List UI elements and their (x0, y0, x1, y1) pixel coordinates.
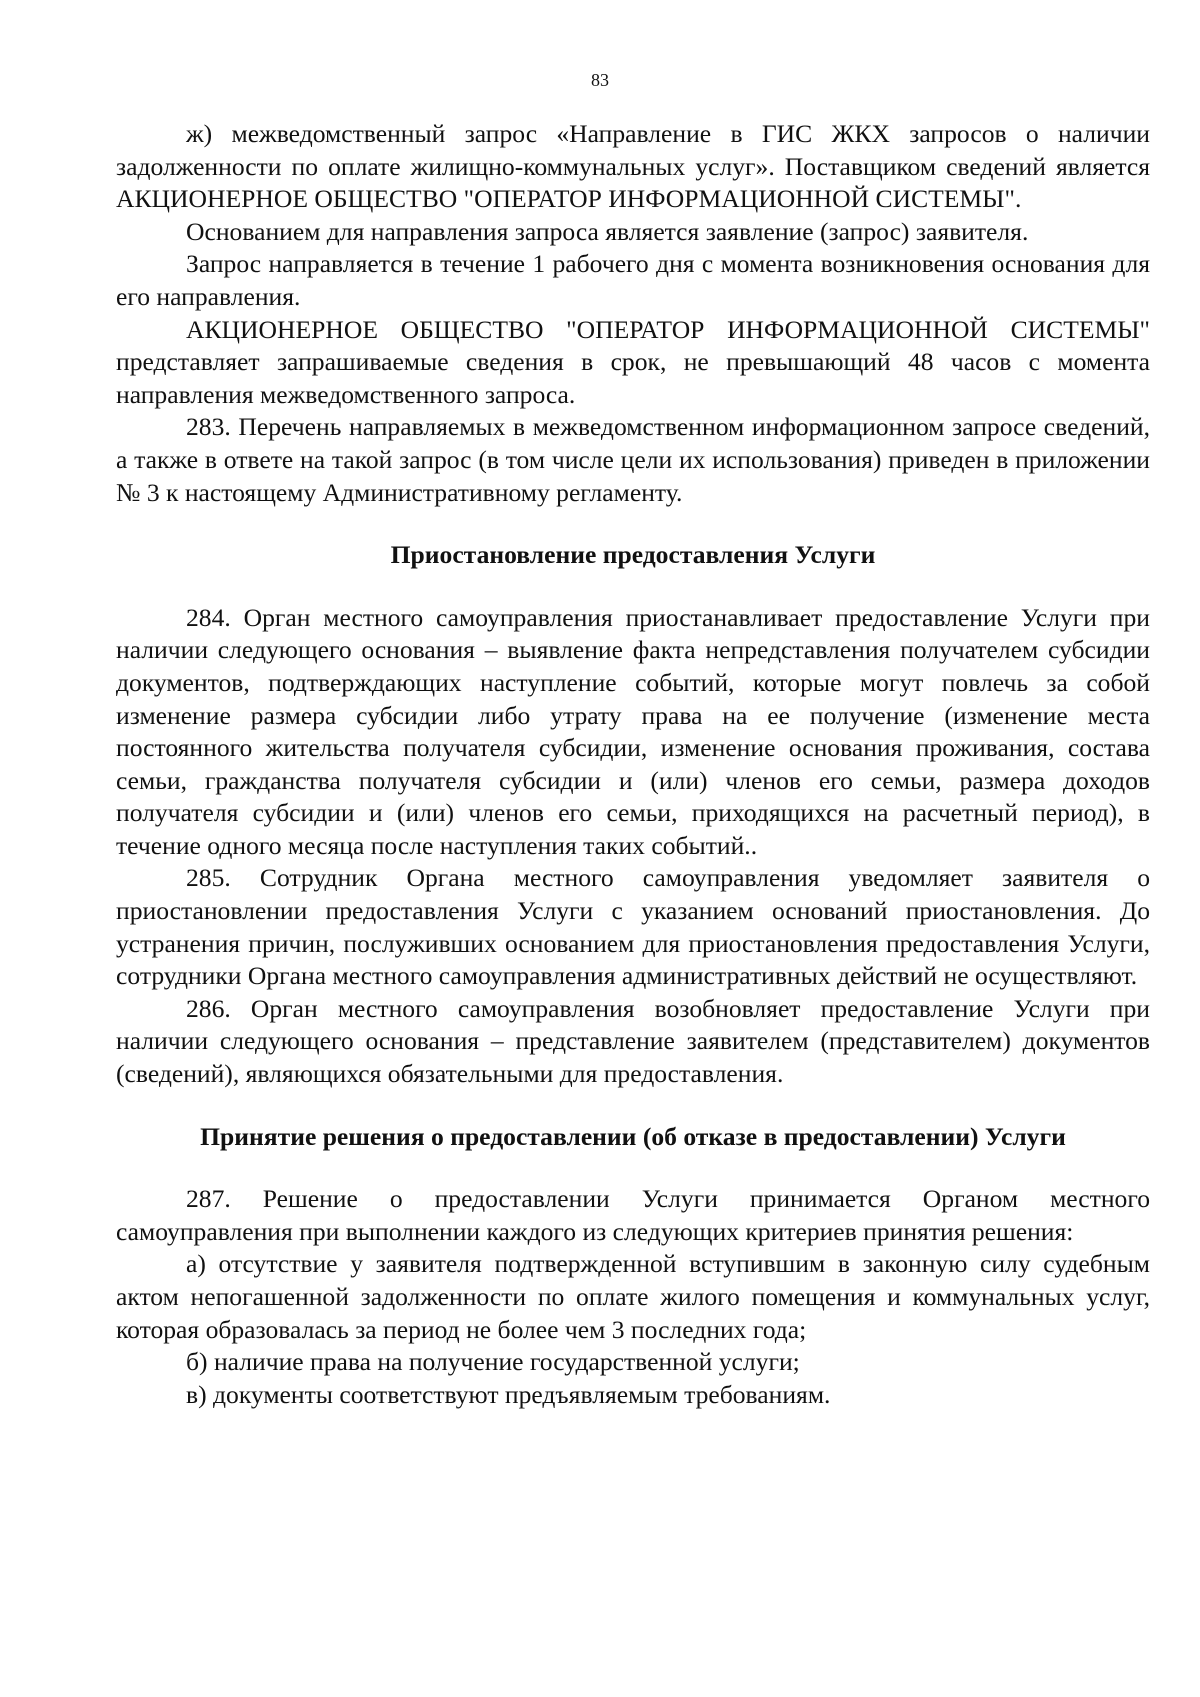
paragraph-283: 283. Перечень направляемых в межведомственном информационном запросе сведений, а также в ответе на такой запрос (в том числе цели их использования) приведен в приложении № 3 к настоящему Административному регламенту. (116, 412, 1150, 507)
paragraph-287: 287. Решение о предоставлении Услуги принимается Органом местного самоуправления при выполнении каждого из следующих критериев принятия решения: (116, 1184, 1150, 1246)
paragraph-request-deadline: Запрос направляется в течение 1 рабочего дня с момента возникновения основания для его направления. (116, 249, 1150, 311)
page-number: 83 (591, 70, 609, 90)
section-heading-decision: Принятие решения о предоставлении (об отказе в предоставлении) Услуги (200, 1121, 1066, 1151)
list-item-v: в) документы соответствуют предъявляемым требованиям. (186, 1379, 831, 1409)
list-item-a: а) отсутствие у заявителя подтвержденной вступившим в законную силу судебным актом непогашенной задолженности по оплате жилого помещения и коммунальных услуг, которая образовалась за период не более чем 3 последних года; (116, 1249, 1150, 1344)
paragraph-provider-response: АКЦИОНЕРНОЕ ОБЩЕСТВО "ОПЕРАТОР ИНФОРМАЦИОННОЙ СИСТЕМЫ" представляет запрашиваемые сведения в срок, не превышающий 48 часов с момента направления межведомственного запроса. (116, 314, 1150, 409)
paragraph-zh-interagency-request: ж) межведомственный запрос «Направление в ГИС ЖКХ запросов о наличии задолженности по оплате жилищно-коммунальных услуг». Поставщиком сведений является АКЦИОНЕРНОЕ ОБЩЕСТВО "ОПЕРАТОР ИНФОРМАЦИОННОЙ СИСТЕМЫ". (116, 119, 1150, 214)
section-heading-suspension: Приостановление предоставления Услуги (390, 540, 876, 570)
paragraph-285: 285. Сотрудник Органа местного самоуправления уведомляет заявителя о приостановлении предоставления Услуги с указанием оснований приостановления. До устранения причин, послуживших основанием для приостановления предоставления Услуги, сотрудники Органа местного самоуправления административных действий не осуществляют. (116, 863, 1150, 991)
paragraph-286: 286. Орган местного самоуправления возобновляет предоставление Услуги при наличии следующего основания – представление заявителем (представителем) документов (сведений), являющихся обязательными для предоставления. (116, 993, 1150, 1089)
document-body (116, 118, 1150, 1411)
paragraph-request-basis: Основанием для направления запроса является заявление (запрос) заявителя. (186, 216, 1029, 246)
list-item-b: б) наличие права на получение государственной услуги; (186, 1347, 800, 1377)
paragraph-284: 284. Орган местного самоуправления приостанавливает предоставление Услуги при наличии следующего основания – выявление факта непредставления получателем субсидии документов, подтверждающих наступление событий, которые могут повлечь за собой изменение размера субсидии либо утрату права на ее получение (изменение места постоянного жительства получателя субсидии, изменение основания проживания, состава семьи, гражданства получателя субсидии и (или) членов его семьи, размера доходов получателя субсидии и (или) членов его семьи, приходящихся на расчетный период), в течение одного месяца после наступления таких событий.. (116, 602, 1150, 860)
